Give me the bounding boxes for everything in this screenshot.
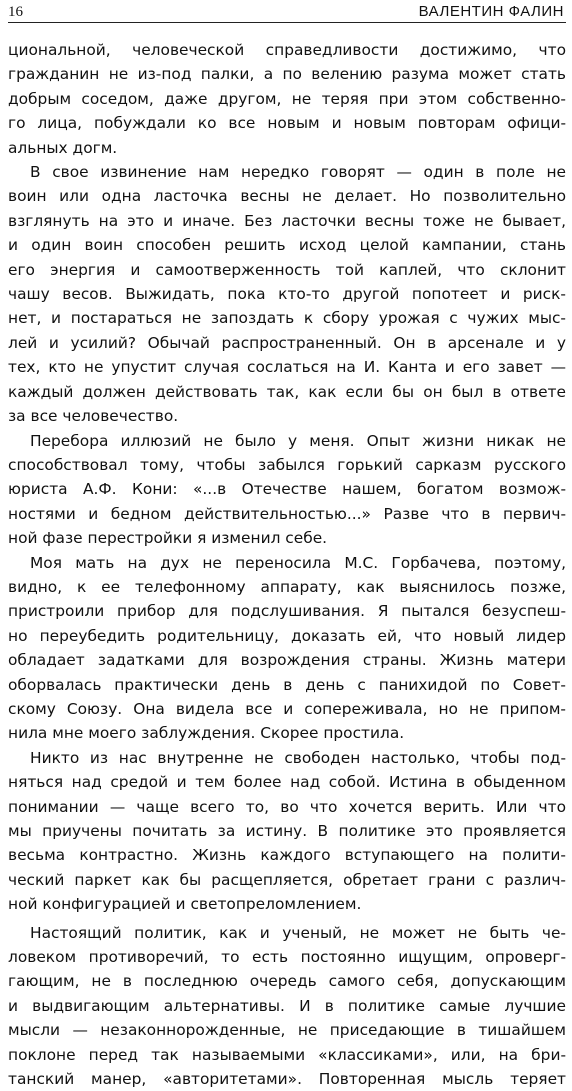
text-line: мы приучены почитать за истину. В политике это проявляется xyxy=(8,822,566,840)
text-line: скому Союзу. Она видела все и сопереживала, но не припом- xyxy=(8,699,566,718)
text-line: воин или одна ласточка весны не делает. Но позволительно xyxy=(8,187,566,206)
text-line: и выдвигающим альтернативы. И в политике самые лучшие xyxy=(8,996,566,1015)
text-line: но переубедить родительницу, доказать ей, что новый лидер xyxy=(8,626,566,645)
page-number: 16 xyxy=(8,4,23,20)
body-text xyxy=(8,38,566,1091)
text-line: поклоне перед так называемыми «классиками», или, на бри- xyxy=(8,1045,566,1064)
text-line: и один воин способен решить исход целой кампании, стань xyxy=(8,236,566,255)
text-line: гающим, не в последнюю очередь самого себя, допускающим xyxy=(8,972,566,991)
text-line: лей и усилий? Обычай распространенный. Он в арсенале и у xyxy=(8,333,566,352)
paragraph xyxy=(8,746,566,917)
text-line: мысли — незаконнорожденные, не приседающие в тишайшем xyxy=(8,1021,566,1040)
text-line: каждый должен действовать так, как если бы он был в ответе xyxy=(8,382,566,401)
text-line: Моя мать на дух не переносила М.С. Горбачева, поэтому, xyxy=(30,553,566,572)
paragraph xyxy=(8,160,566,428)
text-line: за все человечество. xyxy=(8,407,179,426)
text-line: пристроили прибор для подслушивания. Я пытался безуспеш- xyxy=(8,602,566,621)
text-line: альных догм. xyxy=(8,138,118,157)
text-line: В свое извинение нам нередко говорят — один в поле не xyxy=(30,163,566,182)
text-line: нет, и постараться не запоздать к сбору урожая с чужих мыс- xyxy=(8,309,566,328)
text-line: го лица, побуждали ко все новым и новым повторам офици- xyxy=(8,114,566,133)
text-line: ностями и бедном действительностью...» Разве что в первич- xyxy=(8,504,566,523)
paragraph xyxy=(8,429,566,551)
paragraph xyxy=(8,551,566,746)
text-line: взглянуть на это и иначе. Без ласточки весны тоже не бывает, xyxy=(8,211,566,230)
paragraph xyxy=(8,38,566,160)
text-line: весьма контрастно. Жизнь каждого вступающего на полити- xyxy=(8,846,566,865)
page-header xyxy=(8,0,566,23)
text-line: способствовал тому, чтобы забылся горький сарказм русского xyxy=(8,455,566,474)
text-line: обладает задатками для возрождения страны. Жизнь матери xyxy=(8,651,566,670)
text-line: Настоящий политик, как и ученый, не может не быть че- xyxy=(30,923,566,942)
text-line: ной фазе перестройки я изменил себе. xyxy=(8,529,328,548)
text-line: ловеком противоречий, то есть постоянно ищущим, опроверг- xyxy=(8,948,566,967)
text-line: нила мне моего заблуждения. Скорее простила. xyxy=(8,724,405,743)
text-line: Перебора иллюзий не было у меня. Опыт жизни никак не xyxy=(30,431,566,450)
text-line: понимании — чаще всего то, во что хочется верить. Или что xyxy=(8,797,566,816)
running-title: ВАЛЕНТИН ФАЛИН xyxy=(418,3,564,20)
text-line: видно, к ее телефонному аппарату, как выяснилось позже, xyxy=(8,577,566,596)
text-line: юриста А.Ф. Кони: «...в Отечестве нашем, богатом возмож- xyxy=(8,480,566,499)
text-line: гражданин не из-под палки, а по велению разума может стать xyxy=(8,65,566,84)
text-line: Никто из нас внутренне не свободен настолько, чтобы под- xyxy=(30,748,566,767)
text-line: ческий паркет как бы расщепляется, обретает грани с различ- xyxy=(8,870,566,889)
paragraph xyxy=(8,921,566,1091)
text-line: ной конфигурацией и светопреломлением. xyxy=(8,895,362,914)
text-line: чашу весов. Выжидать, пока кто-то другой попотеет и риск- xyxy=(8,285,566,304)
text-line: его энергия и самоотверженность той каплей, что склонит xyxy=(8,260,566,279)
text-line: няться над средой и тем более над собой. Истина в обыденном xyxy=(8,773,566,792)
text-line: танский манер, «авторитетами». Повторенная мысль теряет xyxy=(8,1070,566,1089)
text-line: оборвалась практически день в день с панихидой по Совет- xyxy=(8,675,566,694)
text-line: добрым соседом, даже другом, не теряя при этом собственно- xyxy=(8,89,566,108)
text-line: тех, кто не упустит случая сослаться на И. Канта и его завет — xyxy=(8,358,566,377)
text-line: циональной, человеческой справедливости достижимо, что xyxy=(8,41,566,59)
